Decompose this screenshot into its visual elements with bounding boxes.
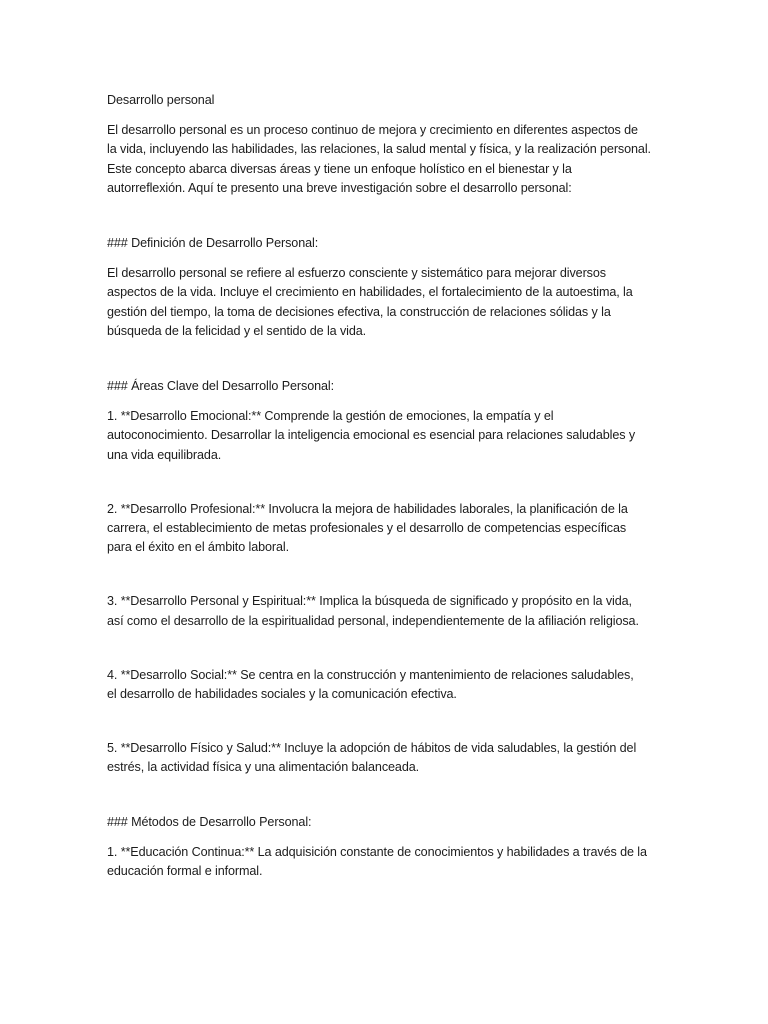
definicion-paragraph xyxy=(107,264,667,341)
list-item-line: 5. **Desarrollo Físico y Salud:** Incluye la adopción de hábitos de vida saludables, la gestión del xyxy=(107,741,637,756)
title-line: Desarrollo personal xyxy=(107,93,215,107)
area-item-espiritual xyxy=(107,592,667,630)
area-item-fisico xyxy=(107,739,667,777)
list-item-line: 1. **Educación Continua:** La adquisición constante de conocimientos y habilidades a través de la xyxy=(107,844,647,859)
document-title xyxy=(107,91,667,110)
list-item-line: educación formal e informal. xyxy=(107,864,263,879)
list-item-line: estrés, la actividad física y una alimentación balanceada. xyxy=(107,760,420,775)
body-line: búsqueda de la felicidad y el sentido de la vida. xyxy=(107,323,367,338)
intro-line: autorreflexión. Aquí te presento una breve investigación sobre el desarrollo personal: xyxy=(107,180,572,195)
list-item-line: autoconocimiento. Desarrollar la inteligencia emocional es esencial para relaciones saludables y xyxy=(107,428,636,443)
body-line: gestión del tiempo, la toma de decisiones efectiva, la construcción de relaciones sólidas y la xyxy=(107,304,611,319)
heading-line: ### Métodos de Desarrollo Personal: xyxy=(107,814,312,829)
list-item-line: 1. **Desarrollo Emocional:** Comprende la gestión de emociones, la empatía y el xyxy=(107,409,554,424)
area-item-profesional xyxy=(107,500,667,558)
intro-line: Este concepto abarca diversas áreas y tiene un enfoque holístico en el bienestar y la xyxy=(107,161,572,176)
body-line: aspectos de la vida. Incluye el crecimiento en habilidades, el fortalecimiento de la autoestima, la xyxy=(107,285,633,300)
intro-line: El desarrollo personal es un proceso continuo de mejora y crecimiento en diferentes aspectos de xyxy=(107,123,638,138)
metodo-item-educacion xyxy=(107,843,667,881)
list-item-line: 2. **Desarrollo Profesional:** Involucra la mejora de habilidades laborales, la planificación de la xyxy=(107,501,628,516)
document-page xyxy=(107,91,667,881)
heading-line: ### Áreas Clave del Desarrollo Personal: xyxy=(107,379,335,394)
list-item-line: para el éxito en el ámbito laboral. xyxy=(107,540,290,555)
list-item-line: 3. **Desarrollo Personal y Espiritual:** Implica la búsqueda de significado y propósito en la vida, xyxy=(107,594,632,609)
heading-line: ### Definición de Desarrollo Personal: xyxy=(107,236,319,251)
section-heading-areas xyxy=(107,377,667,396)
list-item-line: 4. **Desarrollo Social:** Se centra en la construcción y mantenimiento de relaciones saludables, xyxy=(107,667,634,682)
intro-paragraph xyxy=(107,121,667,198)
area-item-social xyxy=(107,666,667,704)
list-item-line: así como el desarrollo de la espiritualidad personal, independientemente de la afiliación religiosa. xyxy=(107,613,639,628)
list-item-line: carrera, el establecimiento de metas profesionales y el desarrollo de competencias específicas xyxy=(107,521,627,536)
section-heading-definicion xyxy=(107,234,667,253)
area-item-emocional xyxy=(107,407,667,465)
body-line: El desarrollo personal se refiere al esfuerzo consciente y sistemático para mejorar diversos xyxy=(107,266,606,281)
list-item-line: el desarrollo de habilidades sociales y la comunicación efectiva. xyxy=(107,687,457,702)
list-item-line: una vida equilibrada. xyxy=(107,447,222,462)
intro-line: la vida, incluyendo las habilidades, las relaciones, la salud mental y física, y la realización personal. xyxy=(107,142,651,157)
section-heading-metodos xyxy=(107,813,667,832)
